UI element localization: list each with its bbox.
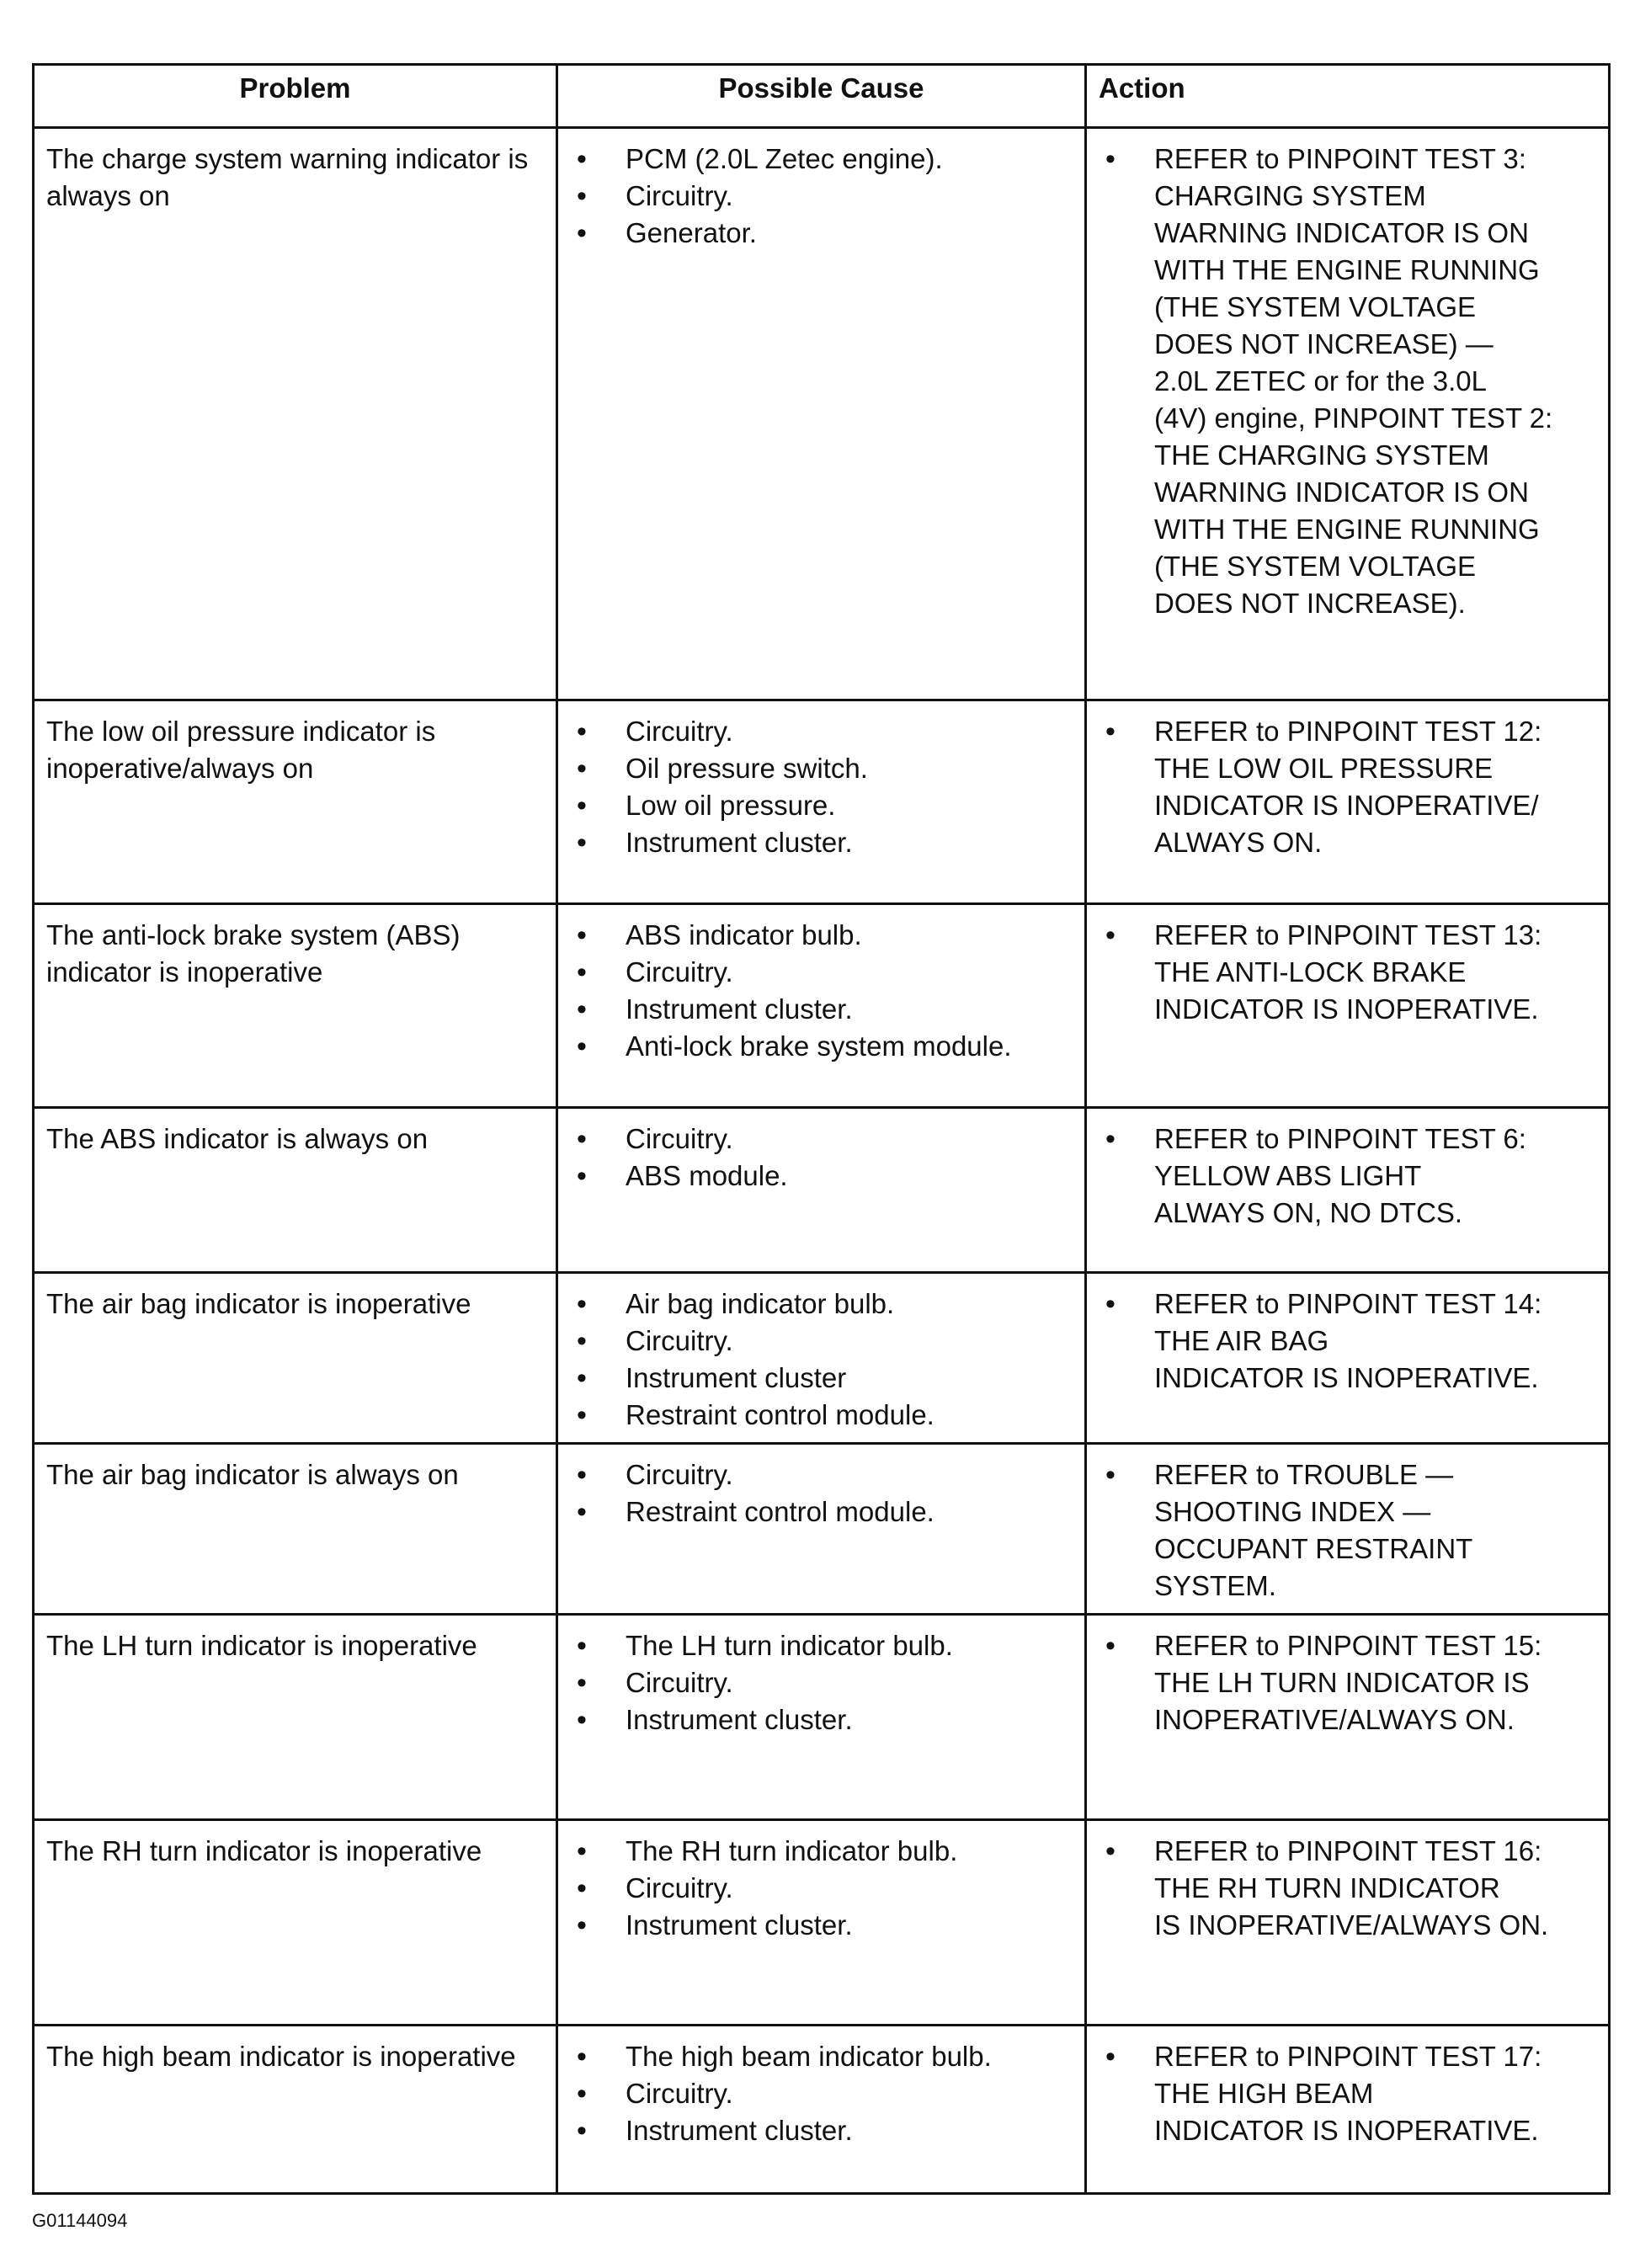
action-list [1099,1833,1596,1944]
action-item: • REFER to PINPOINT TEST 17: THE HIGH BEAM INDICATOR IS INOPERATIVE. [1099,2038,1596,2149]
problem-cell: The charge system warning indicator is always on [34,128,557,700]
cause-list [570,917,1073,1065]
symptom-chart-table [32,63,1611,2195]
header-possible-cause: Possible Cause [557,65,1086,128]
figure-id-caption: G01144094 [32,2210,128,2231]
possible-cause-cell [557,2026,1086,2194]
table-row [34,1615,1610,1820]
cause-item: • ABS indicator bulb. [570,917,1073,954]
problem-cell: The LH turn indicator is inoperative [34,1615,557,1820]
cause-item: • The high beam indicator bulb. [570,2038,1073,2075]
cause-item: • Circuitry. [570,1456,1073,1493]
problem-cell: The low oil pressure indicator is inoperative/always on [34,700,557,904]
cause-item: • Instrument cluster. [570,1907,1073,1944]
cause-item: • PCM (2.0L Zetec engine). [570,141,1073,178]
table-row [34,1108,1610,1273]
cause-item: • Instrument cluster. [570,824,1073,861]
possible-cause-cell [557,1615,1086,1820]
problem-cell: The anti-lock brake system (ABS) indicator is inoperative [34,904,557,1108]
possible-cause-cell [557,1444,1086,1615]
cause-item: • Circuitry. [570,1323,1073,1360]
action-list [1099,917,1596,1028]
possible-cause-cell [557,904,1086,1108]
possible-cause-cell [557,1820,1086,2026]
cause-list [570,141,1073,252]
table-row [34,128,1610,700]
cause-item: • Air bag indicator bulb. [570,1286,1073,1323]
cause-item: • The RH turn indicator bulb. [570,1833,1073,1870]
cause-item: • Anti-lock brake system module. [570,1028,1073,1065]
possible-cause-cell [557,1273,1086,1444]
cause-item: • Oil pressure switch. [570,750,1073,787]
possible-cause-cell [557,128,1086,700]
action-cell [1086,1820,1610,2026]
cause-item: • The LH turn indicator bulb. [570,1627,1073,1664]
cause-list [570,713,1073,861]
action-cell [1086,128,1610,700]
problem-cell: The RH turn indicator is inoperative [34,1820,557,2026]
action-cell [1086,1444,1610,1615]
table-row [34,700,1610,904]
cause-list [570,1456,1073,1531]
table-row [34,1820,1610,2026]
action-list [1099,2038,1596,2149]
cause-item: • Instrument cluster. [570,991,1073,1028]
action-list [1099,1121,1596,1232]
problem-cell: The air bag indicator is inoperative [34,1273,557,1444]
cause-item: • Restraint control module. [570,1397,1073,1434]
cause-item: • Circuitry. [570,2075,1073,2112]
cause-item: • ABS module. [570,1158,1073,1195]
cause-list [570,2038,1073,2149]
cause-item: • Circuitry. [570,1664,1073,1701]
table-body [34,128,1610,2194]
action-list [1099,1286,1596,1397]
cause-item: • Circuitry. [570,1121,1073,1158]
table-row [34,1273,1610,1444]
cause-item: • Circuitry. [570,954,1073,991]
possible-cause-cell [557,1108,1086,1273]
cause-list [570,1121,1073,1195]
possible-cause-cell [557,700,1086,904]
action-cell [1086,1615,1610,1820]
action-item: • REFER to PINPOINT TEST 15: THE LH TURN INDICATOR IS INOPERATIVE/ALWAYS ON. [1099,1627,1596,1738]
table-row [34,904,1610,1108]
action-list [1099,713,1596,861]
table-header-row [34,65,1610,128]
action-item: • REFER to TROUBLE — SHOOTING INDEX — OCCUPANT RESTRAINT SYSTEM. [1099,1456,1596,1605]
problem-cell: The ABS indicator is always on [34,1108,557,1273]
action-list [1099,1456,1596,1605]
action-item: • REFER to PINPOINT TEST 14: THE AIR BAG INDICATOR IS INOPERATIVE. [1099,1286,1596,1397]
action-cell [1086,904,1610,1108]
diagnosis-sheet [32,63,1608,2195]
action-cell [1086,1108,1610,1273]
cause-list [570,1286,1073,1434]
action-item: • REFER to PINPOINT TEST 16: THE RH TURN INDICATOR IS INOPERATIVE/ALWAYS ON. [1099,1833,1596,1944]
action-item: • REFER to PINPOINT TEST 6: YELLOW ABS LIGHT ALWAYS ON, NO DTCS. [1099,1121,1596,1232]
cause-item: • Circuitry. [570,1870,1073,1907]
cause-item: • Circuitry. [570,713,1073,750]
table-row [34,1444,1610,1615]
problem-cell: The high beam indicator is inoperative [34,2026,557,2194]
action-cell [1086,700,1610,904]
cause-item: • Instrument cluster. [570,1701,1073,1738]
action-cell [1086,1273,1610,1444]
cause-list [570,1833,1073,1944]
problem-cell: The air bag indicator is always on [34,1444,557,1615]
header-problem: Problem [34,65,557,128]
action-item: • REFER to PINPOINT TEST 3: CHARGING SYSTEM WARNING INDICATOR IS ON WITH THE ENGINE RUNNING (THE SYSTEM VOLTAGE DOES NOT INCREASE) — 2.0L ZETEC or for the 3.0L (4V) engine, PINPOINT TEST 2: THE CHARGING SYSTEM WARNING INDICATOR IS ON WITH THE ENGINE RUNNING (THE SYSTEM VOLTAGE DOES NOT INCREASE). [1099,141,1596,622]
cause-item: • Circuitry. [570,178,1073,215]
action-item: • REFER to PINPOINT TEST 12: THE LOW OIL PRESSURE INDICATOR IS INOPERATIVE/ ALWAYS ON. [1099,713,1596,861]
cause-item: • Generator. [570,215,1073,252]
header-action: Action [1086,65,1610,128]
cause-item: • Instrument cluster. [570,2112,1073,2149]
action-cell [1086,2026,1610,2194]
cause-item: • Restraint control module. [570,1493,1073,1531]
action-list [1099,141,1596,622]
cause-item: • Instrument cluster [570,1360,1073,1397]
cause-list [570,1627,1073,1738]
cause-item: • Low oil pressure. [570,787,1073,824]
action-list [1099,1627,1596,1738]
action-item: • REFER to PINPOINT TEST 13: THE ANTI-LOCK BRAKE INDICATOR IS INOPERATIVE. [1099,917,1596,1028]
table-row [34,2026,1610,2194]
